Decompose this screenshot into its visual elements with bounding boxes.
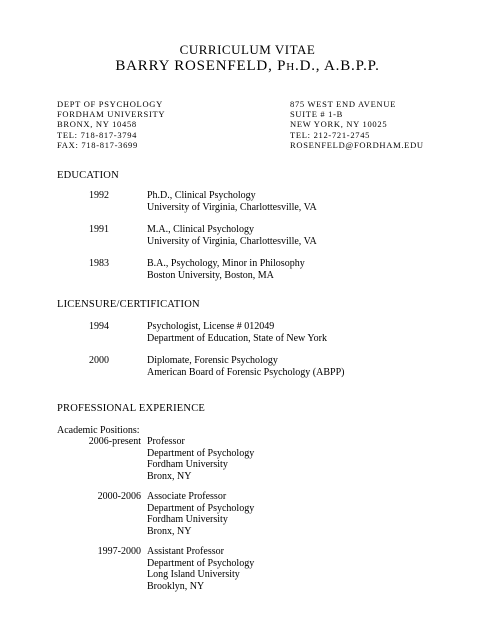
entry-line: Boston University, Boston, MA — [147, 269, 274, 281]
entry-description — [147, 491, 254, 537]
contact-email: ROSENFELD@FORDHAM.EDU — [290, 139, 424, 150]
entry-year: 1991 — [89, 224, 109, 235]
contact-office — [57, 99, 165, 150]
entry-line: Fordham University — [147, 514, 228, 525]
entry-line: Brooklyn, NY — [147, 580, 205, 592]
entry-year: 2000 — [89, 355, 109, 366]
entry-description — [147, 258, 305, 281]
entry-line: Bronx, NY — [147, 470, 192, 482]
contact-home-line: NEW YORK, NY 10025 — [290, 119, 388, 130]
entry-line: Assistant Professor — [147, 546, 224, 557]
entry-description — [147, 321, 327, 344]
entry-description — [147, 436, 254, 482]
entry-description — [147, 546, 254, 592]
contact-office-line: FORDHAM UNIVERSITY — [57, 109, 166, 120]
contact-home — [290, 99, 424, 150]
entry-line: Long Island University — [147, 569, 240, 580]
entry-description — [147, 355, 344, 378]
entry-description — [147, 190, 317, 213]
entry-line: Professor — [147, 436, 185, 447]
subheading-academic-positions: Academic Positions: — [57, 425, 140, 436]
contact-home-phone: TEL: 212-721-2745 — [290, 129, 371, 140]
entry-line: Department of Psychology — [147, 502, 255, 514]
contact-office-fax: FAX: 718-817-3699 — [57, 139, 138, 150]
entry-line: Diplomate, Forensic Psychology — [147, 355, 278, 366]
contact-office-phone: TEL: 718-817-3794 — [57, 129, 138, 140]
contact-office-line: DEPT OF PSYCHOLOGY — [57, 99, 163, 109]
contact-home-line: 875 WEST END AVENUE — [290, 99, 397, 109]
entry-line: Department of Psychology — [147, 447, 255, 459]
entry-line: University of Virginia, Charlottesville, VA — [147, 235, 317, 247]
entry-years: 2000-2006 — [97, 491, 141, 502]
entry-line: B.A., Psychology, Minor in Philosophy — [147, 258, 305, 269]
entry-years: 2006-present — [88, 436, 141, 447]
entry-line: Fordham University — [147, 459, 228, 470]
entry-line: University of Virginia, Charlottesville, VA — [147, 201, 317, 213]
section-title-education: EDUCATION — [57, 170, 119, 181]
cv-subtitle: CURRICULUM VITAE — [179, 42, 316, 57]
entry-year: 1994 — [89, 321, 109, 332]
section-title-licensure: LICENSURE/CERTIFICATION — [57, 299, 200, 310]
entry-line: Department of Psychology — [147, 557, 255, 569]
entry-line: Associate Professor — [147, 491, 227, 502]
entry-line: Ph.D., Clinical Psychology — [147, 190, 256, 201]
contact-home-line: SUITE # 1-B — [290, 109, 344, 120]
entry-line: Bronx, NY — [147, 525, 192, 537]
entry-line: Department of Education, State of New York — [147, 332, 327, 344]
entry-year: 1992 — [89, 190, 109, 201]
entry-year: 1983 — [89, 258, 109, 269]
cv-name-heading: BARRY ROSENFELD, Ph.D., A.B.P.P. — [115, 58, 380, 74]
entry-line: American Board of Forensic Psychology (ABPP) — [147, 366, 345, 378]
entry-line: M.A., Clinical Psychology — [147, 224, 254, 235]
entry-description — [147, 224, 317, 247]
section-title-experience: PROFESSIONAL EXPERIENCE — [57, 403, 206, 414]
entry-line: Psychologist, License # 012049 — [147, 321, 275, 332]
entry-years: 1997-2000 — [97, 546, 141, 557]
contact-office-line: BRONX, NY 10458 — [57, 119, 137, 130]
